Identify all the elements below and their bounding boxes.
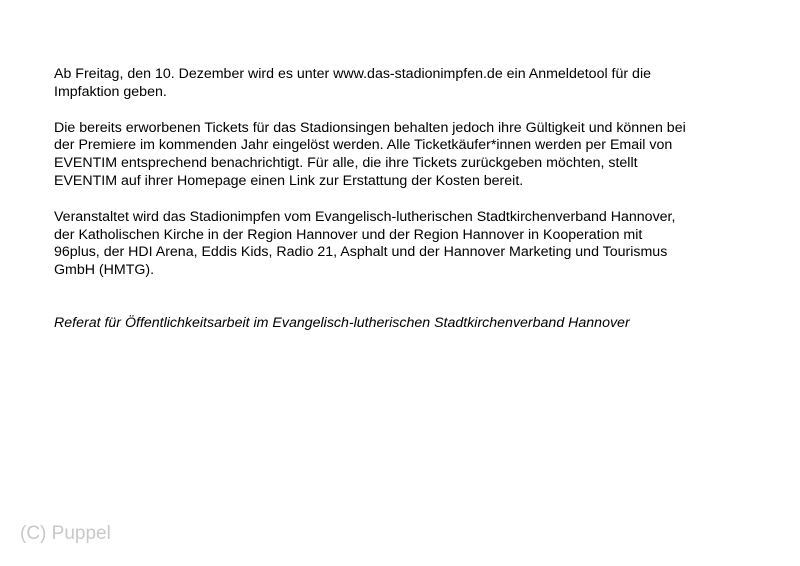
paragraph-organizers: Veranstaltet wird das Stadionimpfen vom Evangelisch-lutherischen Stadtkirchenverband Hannover, der Katholischen Kirche in der Region Hannover und der Region Hannover in Kooperation mit 96plus, der HDI Arena, Eddis Kids, Radio 21, Asphalt und der Hannover Marketing und Tourismus GmbH (HMTG). — [54, 208, 676, 279]
paragraph-tickets: Die bereits erworbenen Tickets für das Stadionsingen behalten jedoch ihre Gültigkeit und können bei der Premiere im kommenden Jahr eingelöst werden. Alle Ticketkäufer*innen werden per Email von EVENTIM entsprechend benachrichtigt. Für alle, die ihre Tickets zurückgeben möchten, stellt EVENTIM auf ihrer Homepage einen Link zur Erstattung der Kosten bereit. — [54, 119, 686, 189]
document-body — [54, 66, 754, 347]
copyright-watermark: (C) Puppel — [20, 523, 111, 544]
signature-line: Referat für Öffentlichkeitsarbeit im Evangelisch-lutherischen Stadtkirchenverband Hannover — [54, 314, 630, 331]
paragraph-registration: Ab Freitag, den 10. Dezember wird es unter www.das-stadionimpfen.de ein Anmeldetool für die Impfaktion geben. — [54, 66, 651, 100]
